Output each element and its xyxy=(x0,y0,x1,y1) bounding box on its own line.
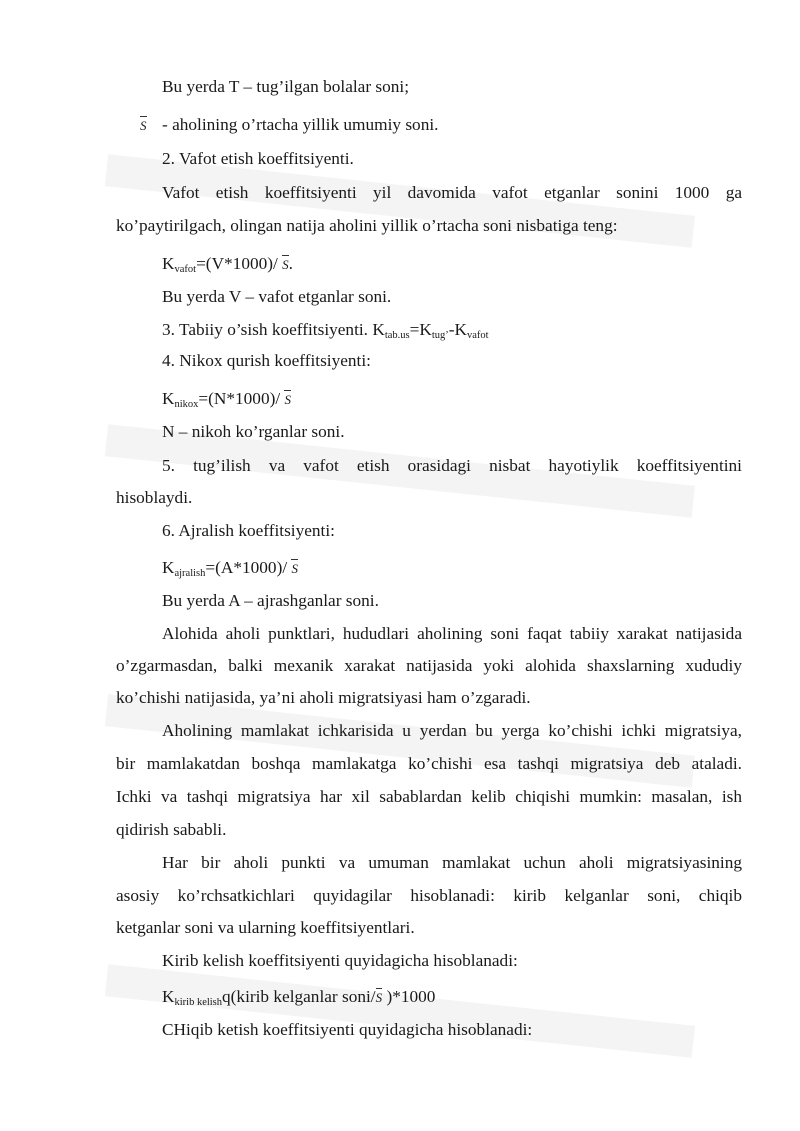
paragraph-line: hisoblaydi. xyxy=(116,488,193,507)
paragraph-line: 5. tug’ilish va vafot etish orasidagi nisbat hayotiylik koeffitsiyentini xyxy=(162,456,742,475)
paragraph-line: Aholining mamlakat ichkarisida u yerdan bu yerga ko’chishi ichki migratsiya, xyxy=(162,721,742,740)
text-line: Bu yerda A – ajrashganlar soni. xyxy=(162,591,379,610)
formula-vafot: $K_{vafot}=(V*1000)/$ S. xyxy=(162,254,293,275)
section-heading: 6. Ajralish koeffitsiyenti: xyxy=(162,521,335,540)
formula-nikox: $K_{nikox}=(N*1000)/$ S xyxy=(162,389,291,410)
text-line: CHiqib ketish koeffitsiyenti quyidagicha hisoblanadi: xyxy=(162,1020,533,1039)
formula-kirib: $K_{kirib kelish}q(kirib$ kelganlar soni/S )*1000 xyxy=(162,987,436,1008)
paragraph-line: Har bir aholi punkti va umuman mamlakat uchun aholi migratsiyasining xyxy=(162,853,742,872)
text-line: N – nikoh ko’rganlar soni. xyxy=(162,422,345,441)
paragraph-line: o’zgarmasdan, balki mexanik xarakat natijasida yoki alohida shaxslarning xududiy xyxy=(116,656,742,675)
paragraph-line: Ichki va tashqi migratsiya har xil sabablardan kelib chiqishi mumkin: masalan, ish xyxy=(116,787,742,806)
paragraph-line: asosiy ko’rchsatkichlari quyidagilar hisoblanadi: kirib kelganlar soni, chiqib xyxy=(116,886,742,905)
formula-tabiiy: 3. Tabiiy o’sish koeffitsiyenti. $K_{tab.us}=K_{tug’}-K_{vafot}$ xyxy=(162,320,489,341)
section-heading: 4. Nikox qurish koeffitsiyenti: xyxy=(162,351,371,370)
mean-s-symbol: S xyxy=(140,118,147,133)
paragraph-line: Vafot etish koeffitsiyenti yil davomida vafot etganlar sonini 1000 ga xyxy=(162,183,742,202)
paragraph-line: qidirish sababli. xyxy=(116,820,227,839)
text-line: Bu yerda V – vafot etganlar soni. xyxy=(162,287,392,306)
paragraph-line: Alohida aholi punktlari, hududlari aholining soni faqat tabiiy xarakat natijasida xyxy=(162,624,742,643)
paragraph-line: ko’chishi natijasida, ya’ni aholi migratsiyasi ham o’zgaradi. xyxy=(116,688,531,707)
section-heading: 2. Vafot etish koeffitsiyenti. xyxy=(162,149,354,168)
paragraph-line: ko’paytirilgach, olingan natija aholini yillik o’rtacha soni nisbatiga teng: xyxy=(116,216,618,235)
formula-ajralish: $K_{ajralish}=(A*1000)/$ S xyxy=(162,558,298,579)
paragraph-line: bir mamlakatdan boshqa mamlakatga ko’chishi esa tashqi migratsiya deb ataladi. xyxy=(116,754,742,773)
text-line: - aholining o’rtacha yillik umumiy soni. xyxy=(162,115,439,134)
text-line: Kirib kelish koeffitsiyenti quyidagicha hisoblanadi: xyxy=(162,951,518,970)
text-line: Bu yerda T – tug’ilgan bolalar soni; xyxy=(162,77,410,96)
paragraph-line: ketganlar soni va ularning koeffitsiyentlari. xyxy=(116,918,415,937)
